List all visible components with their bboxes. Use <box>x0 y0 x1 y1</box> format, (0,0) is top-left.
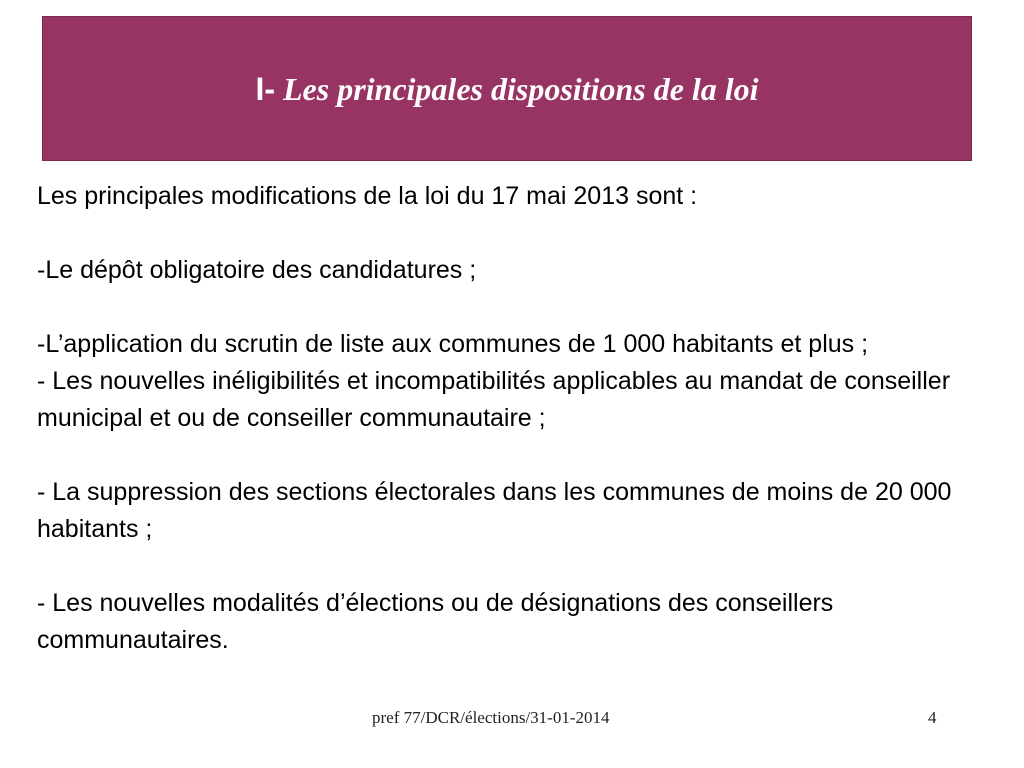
slide-title <box>255 70 759 107</box>
list-item-depot: -Le dépôt obligatoire des candidatures ; <box>37 256 477 284</box>
list-item-modalites: - Les nouvelles modalités d’élections ou de désignations des conseillers communautaires. <box>37 589 834 654</box>
title-main: Les principales dispositions de la loi <box>282 70 759 107</box>
slide-body <box>37 178 997 659</box>
title-prefix: I- <box>255 70 275 107</box>
footer-reference: pref 77/DCR/élections/31-01-2014 <box>372 708 610 727</box>
list-item-sections: - La suppression des sections électorales dans les communes de moins de 20 000 habitants ; <box>37 478 952 543</box>
list-item-scrutin: -L’application du scrutin de liste aux communes de 1 000 habitants et plus ; <box>37 330 869 358</box>
list-item-ineligibilites: - Les nouvelles inéligibilités et incompatibilités applicables au mandat de conseiller municipal et ou de conseiller communautaire ; <box>37 367 951 432</box>
page-number: 4 <box>928 708 937 727</box>
title-banner <box>42 16 972 161</box>
intro-paragraph: Les principales modifications de la loi du 17 mai 2013 sont : <box>37 182 698 210</box>
